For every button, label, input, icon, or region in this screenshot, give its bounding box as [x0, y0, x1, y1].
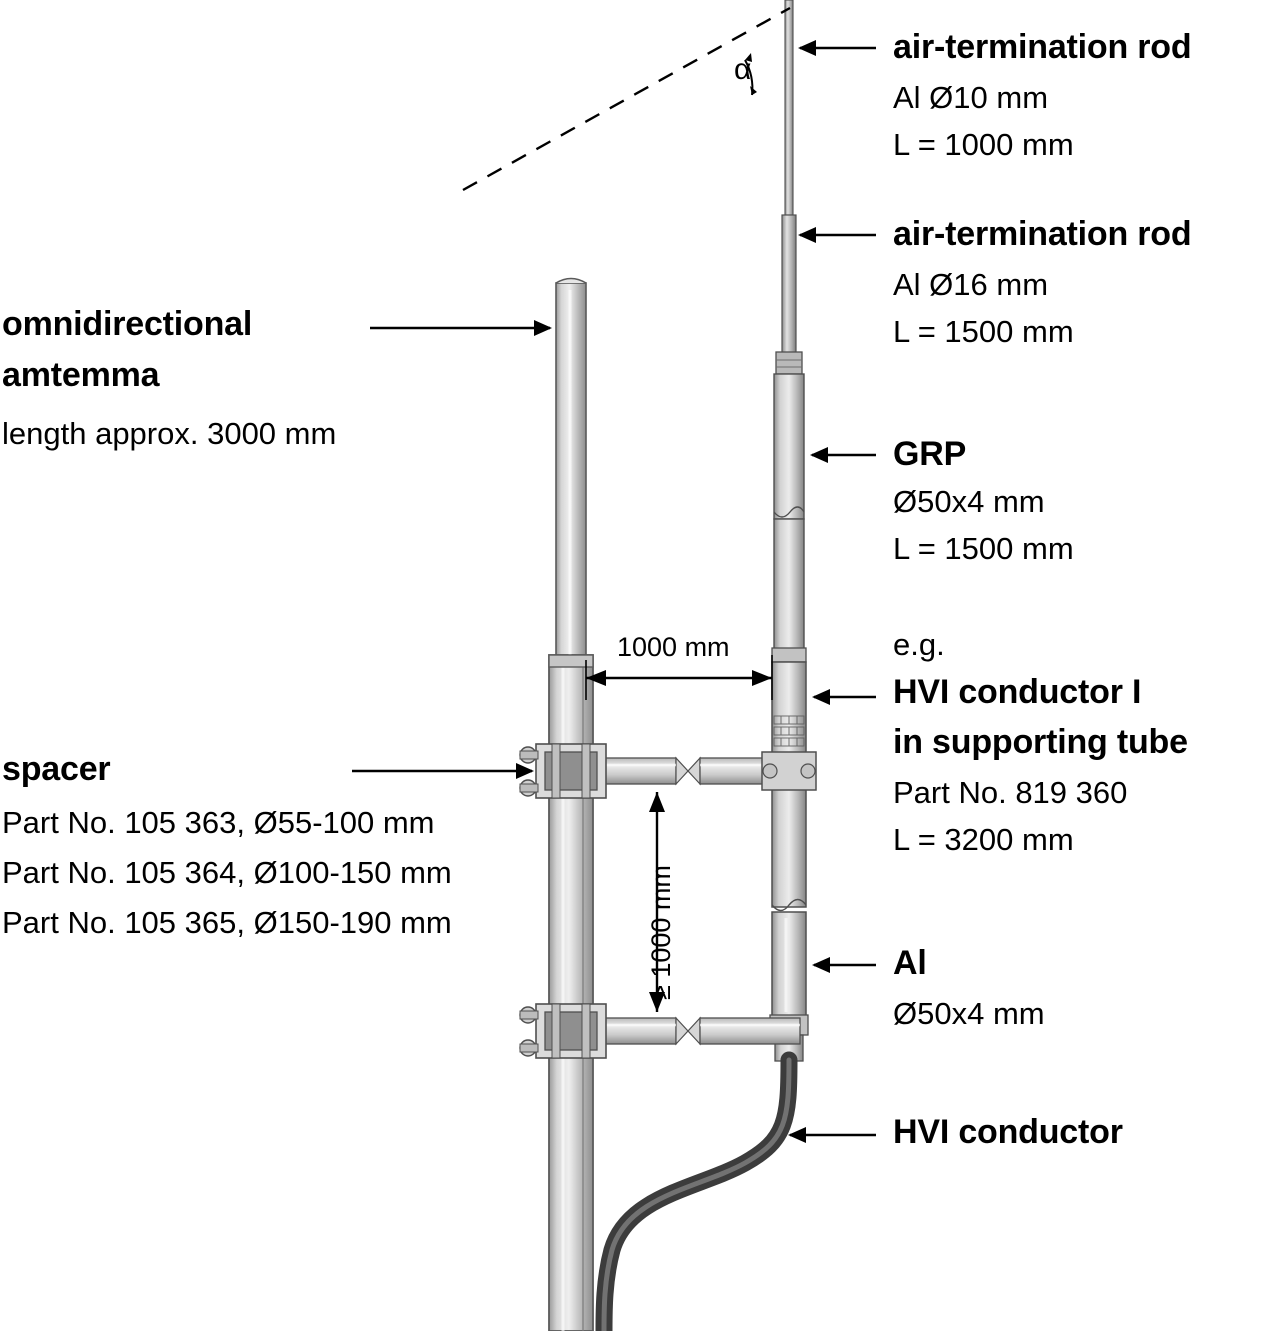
label-spacer-part-1: Part No. 105 363, Ø55-100 mm [2, 805, 435, 840]
label-antenna-length: length approx. 3000 mm [2, 416, 337, 451]
protection-angle-indicator [463, 8, 790, 190]
label-grp-length: L = 1500 mm [893, 531, 1074, 566]
label-air-termination-rod-10-diameter: Al Ø10 mm [893, 80, 1049, 115]
label-grp-diameter: Ø50x4 mm [893, 484, 1045, 519]
label-grp-title: GRP [893, 435, 967, 473]
dimension-label-horizontal: 1000 mm [617, 632, 730, 662]
label-hvi-eg: e.g. [893, 627, 945, 662]
label-air-termination-rod-10-title: air-termination rod [893, 28, 1192, 66]
label-hvi-title-line2: in supporting tube [893, 723, 1188, 761]
label-air-termination-rod-16-title: air-termination rod [893, 215, 1192, 253]
spacer-upper [520, 744, 816, 798]
label-hvi-length: L = 3200 mm [893, 822, 1074, 857]
label-spacer-part-2: Part No. 105 364, Ø100-150 mm [2, 855, 452, 890]
label-al-title: Al [893, 944, 927, 982]
grp-tube [772, 374, 806, 662]
omnidirectional-antenna-mast [549, 279, 593, 1331]
label-hvi-part-no: Part No. 819 360 [893, 775, 1128, 810]
dimension-label-vertical: ≥ 1000 mm [646, 865, 676, 1000]
label-air-termination-rod-16-length: L = 1500 mm [893, 314, 1074, 349]
spacer-lower [520, 1004, 800, 1058]
label-hvi-conductor: HVI conductor [893, 1113, 1123, 1151]
angle-alpha-label: α [734, 53, 752, 86]
label-air-termination-rod-10-length: L = 1000 mm [893, 127, 1074, 162]
label-antenna-title-line2: amtemma [2, 356, 160, 394]
label-spacer-part-3: Part No. 105 365, Ø150-190 mm [2, 905, 452, 940]
air-termination-rod-10 [785, 0, 793, 215]
label-air-termination-rod-16-diameter: Al Ø16 mm [893, 267, 1049, 302]
label-spacer-title: spacer [2, 750, 111, 788]
hvi-cable [604, 1060, 789, 1331]
label-antenna-title-line1: omnidirectional [2, 305, 253, 343]
label-al-diameter: Ø50x4 mm [893, 996, 1045, 1031]
label-hvi-title-line1: HVI conductor I [893, 673, 1142, 711]
air-termination-rod-16 [776, 215, 802, 374]
